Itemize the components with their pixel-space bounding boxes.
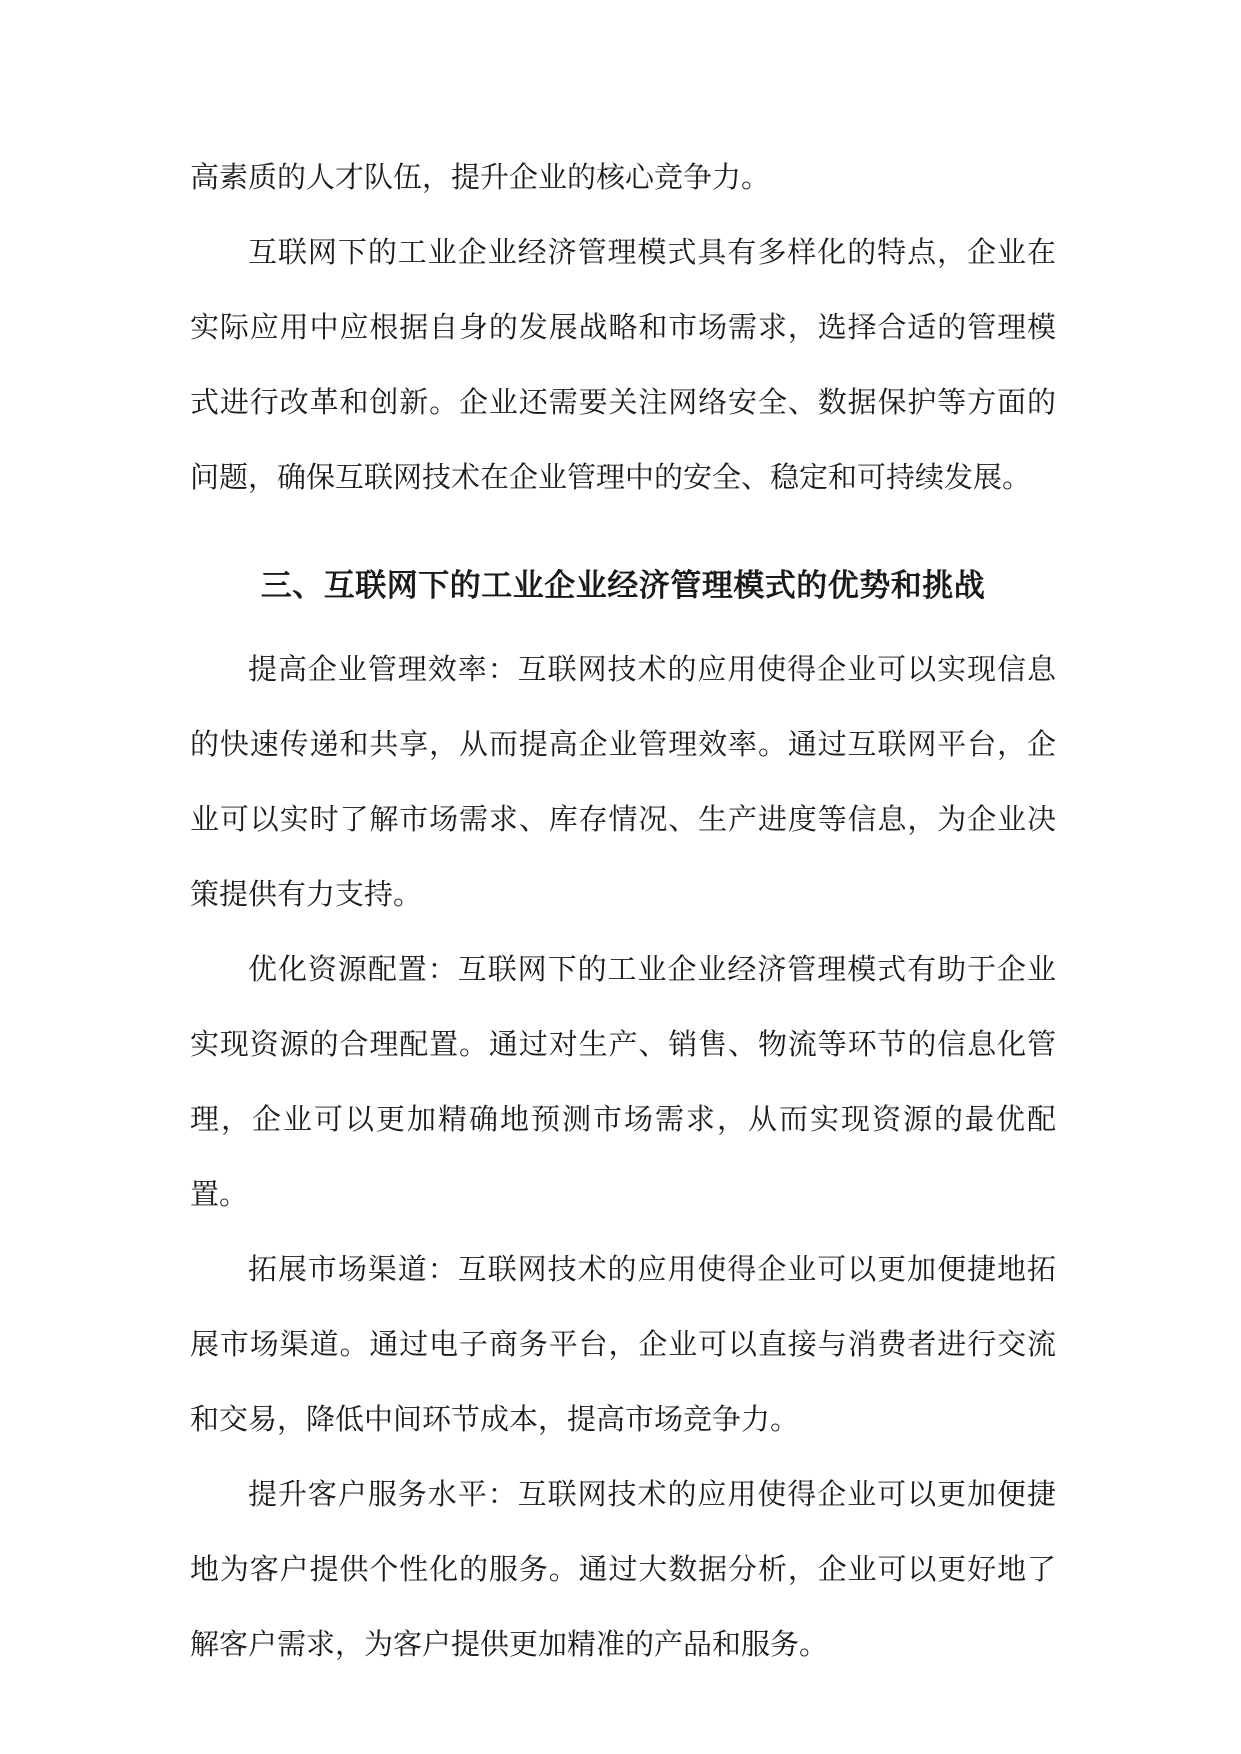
section-heading: 三、互联网下的工业企业经济管理模式的优势和挑战 [260,568,986,604]
paragraph-resource-allocation: 优化资源配置：互联网下的工业企业经济管理模式有助于企业实现资源的合理配置。通过对生产、销售、物流等环节的信息化管理，企业可以更加精确地预测市场需求，从而实现资源的最优配置。 [190,952,1056,1211]
paragraph-continuation: 高素质的人才队伍，提升企业的核心竞争力。 [190,160,771,194]
paragraph-customer-service: 提升客户服务水平：互联网技术的应用使得企业可以更加便捷地为客户提供个性化的服务。通过大数据分析，企业可以更好地了解客户需求，为客户提供更加精准的产品和服务。 [190,1477,1056,1661]
paragraph-management-models: 互联网下的工业企业经济管理模式具有多样化的特点，企业在实际应用中应根据自身的发展战略和市场需求，选择合适的管理模式进行改革和创新。企业还需要关注网络安全、数据保护等方面的问题，确保互联网技术在企业管理中的安全、稳定和可持续发展。 [190,235,1056,494]
paragraph-market-channels: 拓展市场渠道：互联网技术的应用使得企业可以更加便捷地拓展市场渠道。通过电子商务平台，企业可以直接与消费者进行交流和交易，降低中间环节成本，提高市场竞争力。 [190,1252,1056,1436]
document-body [190,140,1056,1682]
paragraph-management-efficiency: 提高企业管理效率：互联网技术的应用使得企业可以实现信息的快速传递和共享，从而提高企业管理效率。通过互联网平台，企业可以实时了解市场需求、库存情况、生产进度等信息，为企业决策提供有力支持。 [190,652,1056,911]
